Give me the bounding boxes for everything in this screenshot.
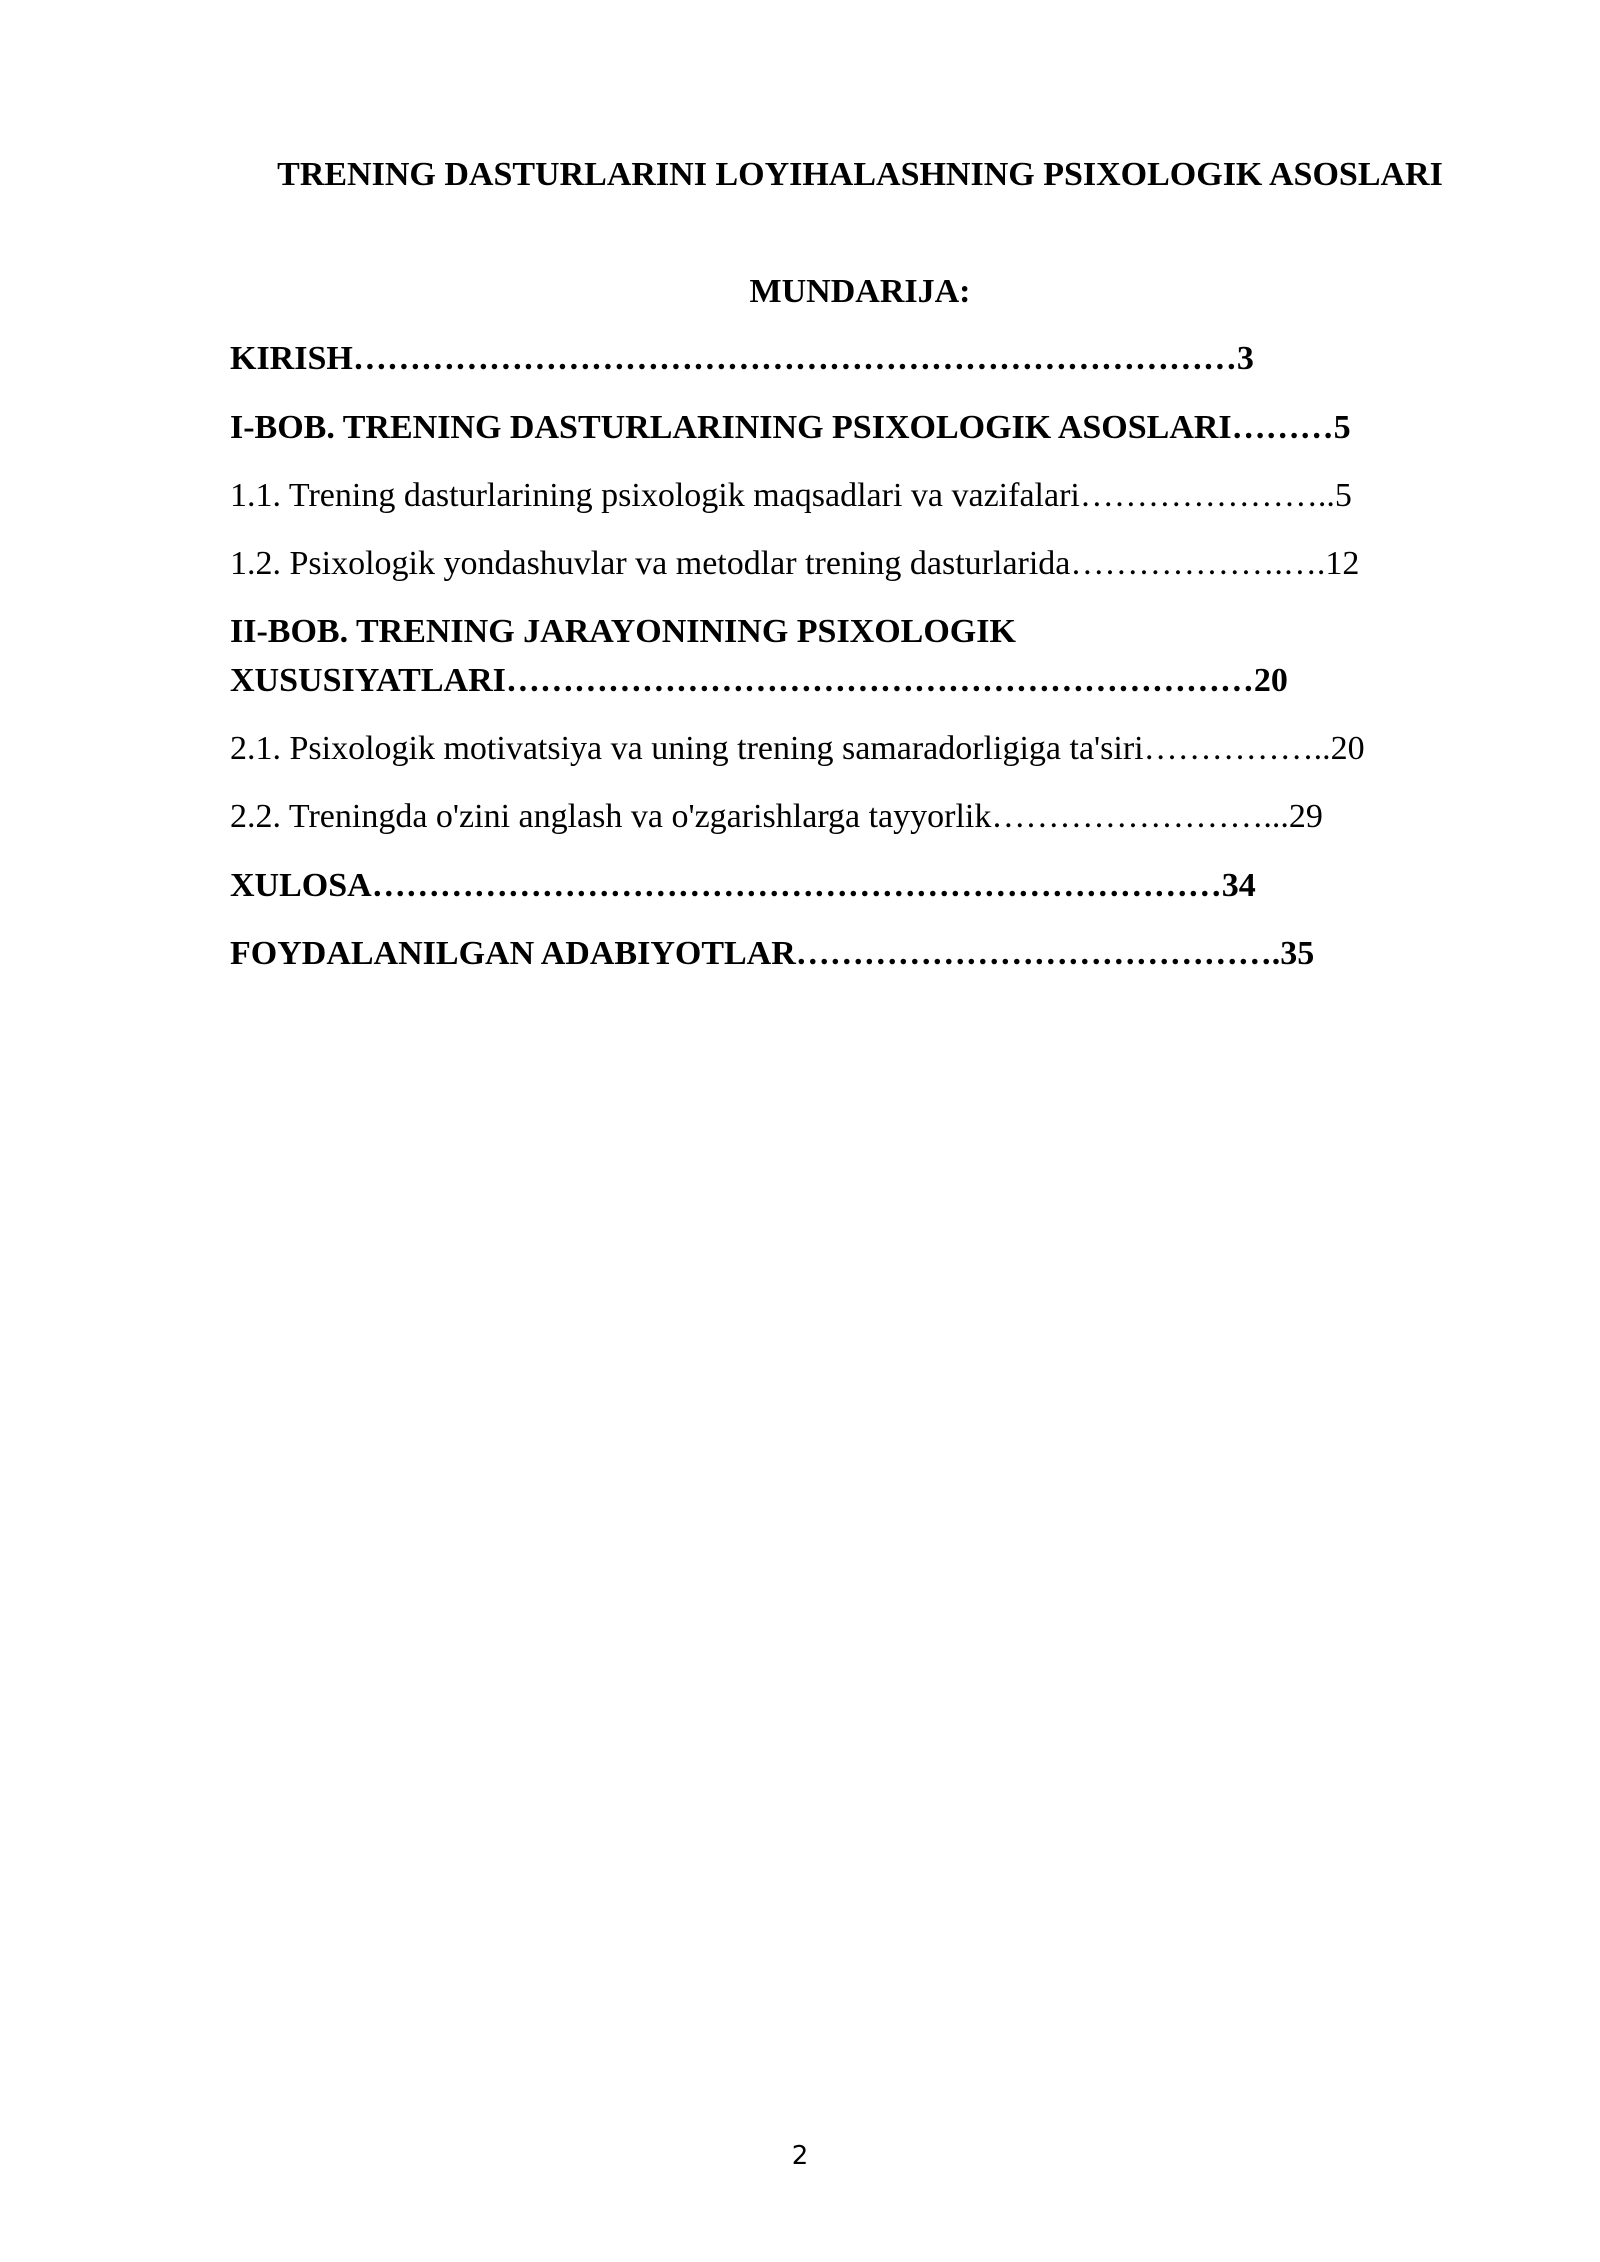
toc-entry-references: FOYDALANILGAN ADABIYOTLAR…………………………………….35	[230, 935, 1315, 972]
page-number: 2	[791, 2141, 809, 2171]
toc-entry-kirish: KIRISH……………………………………………………………………3	[230, 340, 1254, 377]
toc-entry-chapter-2-line-1: II-BOB. TRENING JARAYONINING PSIXOLOGIK	[230, 613, 1016, 650]
toc-entry-section-2-1: 2.1. Psixologik motivatsiya va uning trening samaradorligiga ta'siri……………..20	[230, 730, 1365, 767]
toc-entry-section-1-2: 1.2. Psixologik yondashuvlar va metodlar trening dasturlarida……………….….12	[230, 545, 1360, 582]
toc-entry-chapter-1: I-BOB. TRENING DASTURLARINING PSIXOLOGIK ASOSLARI………5	[230, 409, 1351, 446]
document-title: TRENING DASTURLARINI LOYIHALASHNING PSIXOLOGIK ASOSLARI	[277, 156, 1443, 193]
toc-entry-section-1-1: 1.1. Trening dasturlarining psixologik maqsadlari va vazifalari…………………..5	[230, 477, 1352, 514]
toc-entry-section-2-2: 2.2. Treningda o'zini anglash va o'zgarishlarga tayyorlik……………………...29	[230, 798, 1323, 835]
contents-heading: MUNDARIJA:	[749, 273, 971, 310]
toc-entry-chapter-2-line-2: XUSUSIYATLARI…………………………………………………………20	[230, 662, 1288, 699]
toc-entry-xulosa: XULOSA…………………………………………………………………34	[230, 867, 1256, 904]
